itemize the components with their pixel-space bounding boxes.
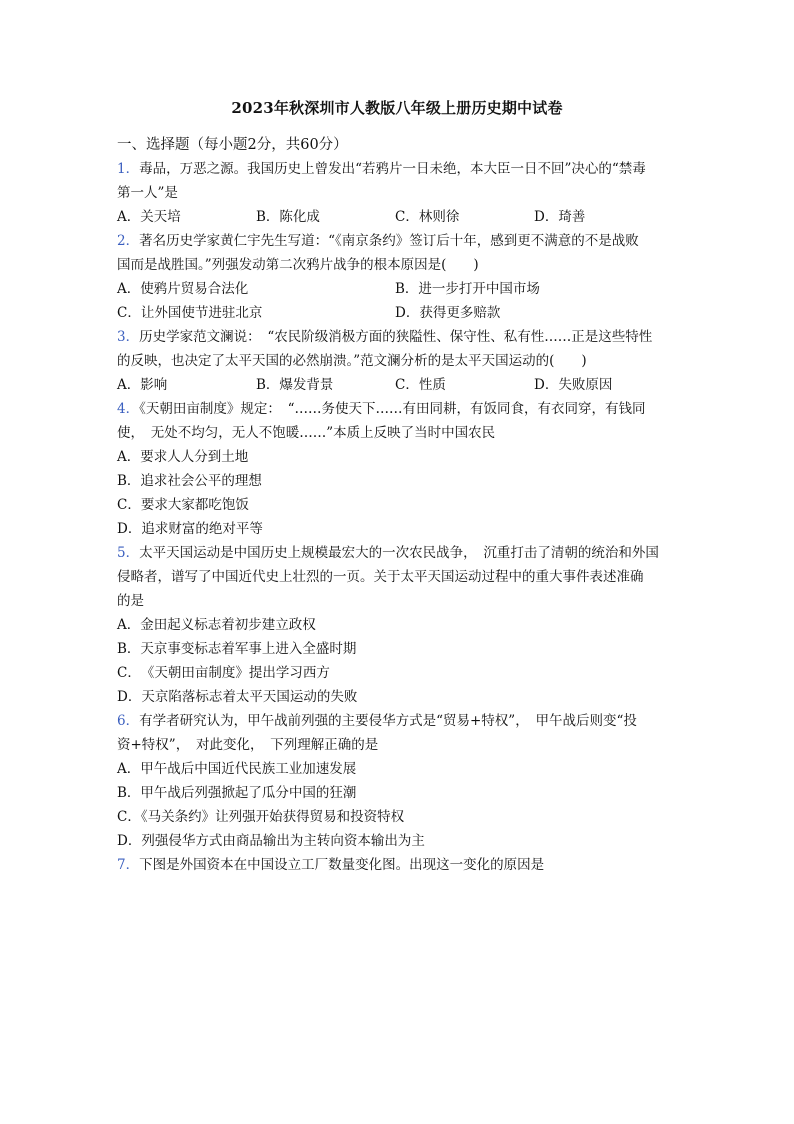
- question-7: [117, 853, 677, 877]
- option-c[interactable]: C．要求大家都吃饱饭: [117, 497, 249, 513]
- option-row: [117, 205, 677, 229]
- question-text: 有学者研究认为，甲午战前列强的主要侵华方式是“贸易+特权”， 甲午战后则变“投: [139, 713, 637, 729]
- option-d[interactable]: D．天京陷落标志着太平天国运动的失败: [117, 689, 358, 705]
- question-3: [117, 325, 677, 397]
- question-number: 2．: [117, 233, 140, 249]
- question-text: 太平天国运动是中国历史上规模最宏大的一次农民战争， 沉重打击了清朝的统治和外国: [139, 545, 659, 561]
- question-number: 4．: [117, 401, 140, 417]
- question-text: 著名历史学家黄仁宇先生写道：“《南京条约》签订后十年，感到更不满意的不是战败: [139, 233, 639, 249]
- question-text: 历史学家范文澜说： “农民阶级消极方面的狭隘性、保守性、私有性……正是这些特性: [139, 329, 653, 345]
- option-a[interactable]: A．关天培: [117, 209, 181, 225]
- option-row: [117, 373, 677, 397]
- question-1: [117, 157, 677, 229]
- option-d[interactable]: D．列强侵华方式由商品输出为主转向资本输出为主: [117, 833, 425, 849]
- option-a[interactable]: A．金田起义标志着初步建立政权: [117, 617, 316, 633]
- option-row: [117, 277, 677, 301]
- option-a[interactable]: A．使鸦片贸易合法化: [117, 281, 249, 297]
- question-text: 资+特权”， 对此变化， 下列理解正确的是: [117, 737, 379, 753]
- question-text: 下图是外国资本在中国设立工厂数量变化图。出现这一变化的原因是: [139, 857, 545, 873]
- question-text: 使， 无处不均匀，无人不饱暖……”本质上反映了当时中国农民: [117, 425, 496, 441]
- question-number: 1．: [117, 161, 140, 177]
- exam-title: 2023年秋深圳市人教版八年级上册历史期中试卷: [231, 99, 563, 117]
- question-2: [117, 229, 677, 325]
- option-a[interactable]: A．甲午战后中国近代民族工业加速发展: [117, 761, 357, 777]
- question-number: 7．: [117, 857, 140, 873]
- option-d[interactable]: D．获得更多赔款: [395, 305, 501, 321]
- option-b[interactable]: B．陈化成: [256, 209, 320, 225]
- option-a[interactable]: A．要求人人分到土地: [117, 449, 249, 465]
- question-text: 国而是战胜国。”列强发动第二次鸦片战争的根本原因是( ): [117, 257, 479, 273]
- question-text: 的反映，也决定了太平天国的必然崩溃。”范文澜分析的是太平天国运动的( ): [117, 353, 587, 369]
- question-text: 的是: [117, 593, 144, 609]
- option-c[interactable]: C．让外国使节进驻北京: [117, 305, 263, 321]
- option-d[interactable]: D．追求财富的绝对平等: [117, 521, 263, 537]
- option-c[interactable]: C． 《天朝田亩制度》提出学习西方: [117, 665, 330, 681]
- question-5: [117, 541, 677, 709]
- option-b[interactable]: B．甲午战后列强掀起了瓜分中国的狂潮: [117, 785, 357, 801]
- exam-content: [117, 133, 677, 877]
- option-b[interactable]: B．爆发背景: [256, 377, 334, 393]
- option-c[interactable]: C．《马关条约》让列强开始获得贸易和投资特权: [117, 809, 405, 825]
- question-number: 3．: [117, 329, 140, 345]
- question-number: 6．: [117, 713, 140, 729]
- section-heading: 一、选择题（每小题2分，共60分）: [117, 137, 348, 153]
- question-4: [117, 397, 677, 541]
- option-c[interactable]: C．性质: [395, 377, 446, 393]
- question-number: 5．: [117, 545, 140, 561]
- option-b[interactable]: B．追求社会公平的理想: [117, 473, 262, 489]
- option-d[interactable]: D．琦善: [534, 209, 586, 225]
- question-text: 第一人”是: [117, 185, 178, 201]
- option-row: [117, 301, 677, 325]
- option-b[interactable]: B．天京事变标志着军事上进入全盛时期: [117, 641, 357, 657]
- question-text: 《天朝田亩制度》规定： “……务使天下……有田同耕，有饭同食，有衣同穿，有钱同: [139, 401, 646, 417]
- question-text: 侵略者，谱写了中国近代史上壮烈的一页。关于太平天国运动过程中的重大事件表述准确: [117, 569, 644, 585]
- option-c[interactable]: C．林则徐: [395, 209, 460, 225]
- question-text: 毒品，万恶之源。我国历史上曾发出“若鸦片一日未绝，本大臣一日不回”决心的“禁毒: [139, 161, 646, 177]
- option-d[interactable]: D．失败原因: [534, 377, 613, 393]
- option-a[interactable]: A．影响: [117, 377, 168, 393]
- question-6: [117, 709, 677, 853]
- option-b[interactable]: B．进一步打开中国市场: [395, 281, 540, 297]
